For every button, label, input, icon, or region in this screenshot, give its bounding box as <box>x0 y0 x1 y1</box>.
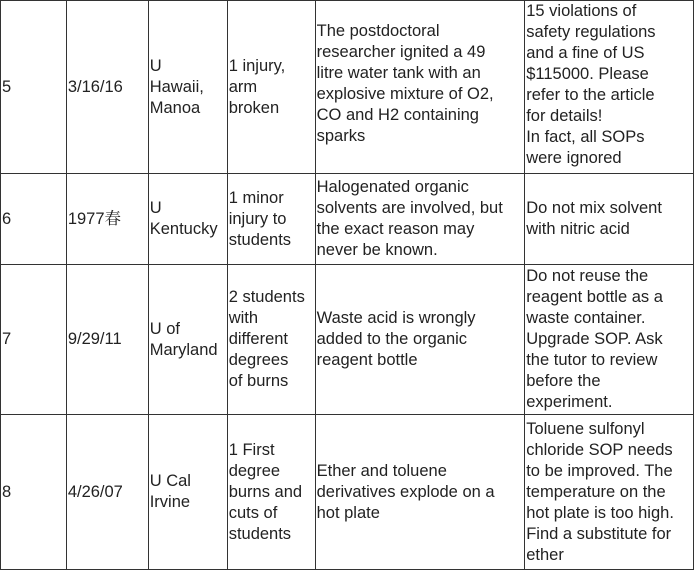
incident-cause: The postdoctoral researcher ignited a 49 litre water tank with an explosive mixture of O2, CO and H2 containing sparks <box>315 1 525 174</box>
incident-date: 4/26/07 <box>66 415 148 570</box>
table-row <box>1 415 694 570</box>
incident-number: 7 <box>1 265 67 415</box>
incident-cause: Ether and toluene derivatives explode on a hot plate <box>315 415 525 570</box>
incident-number: 6 <box>1 174 67 265</box>
incident-cause: Waste acid is wrongly added to the organic reagent bottle <box>315 265 525 415</box>
table-row <box>1 1 694 174</box>
incident-date: 3/16/16 <box>66 1 148 174</box>
incident-school: U of Maryland <box>148 265 227 415</box>
incident-cause: Halogenated organic solvents are involved, but the exact reason may never be known. <box>315 174 525 265</box>
incident-lesson: Toluene sulfonyl chloride SOP needs to be improved. The temperature on the hot plate is too high. Find a substitute for ether <box>525 415 694 570</box>
incident-number: 8 <box>1 415 67 570</box>
incident-injury: 1 First degree burns and cuts of students <box>227 415 315 570</box>
incident-injury: 2 students with different degrees of burns <box>227 265 315 415</box>
incident-date: 9/29/11 <box>66 265 148 415</box>
incident-number: 5 <box>1 1 67 174</box>
incident-injury: 1 minor injury to students <box>227 174 315 265</box>
table-row <box>1 174 694 265</box>
incident-school: U Hawaii, Manoa <box>148 1 227 174</box>
incident-date: 1977春 <box>66 174 148 265</box>
incident-school: U Kentucky <box>148 174 227 265</box>
incident-lesson: 15 violations of safety regulations and a fine of US $115000. Please refer to the article for details! In fact, all SOPs were ignored <box>525 1 694 174</box>
incident-injury: 1 injury, arm broken <box>227 1 315 174</box>
incident-lesson: Do not reuse the reagent bottle as a waste container. Upgrade SOP. Ask the tutor to review before the experiment. <box>525 265 694 415</box>
incident-school: U Cal Irvine <box>148 415 227 570</box>
table-row <box>1 265 694 415</box>
incident-lesson: Do not mix solvent with nitric acid <box>525 174 694 265</box>
